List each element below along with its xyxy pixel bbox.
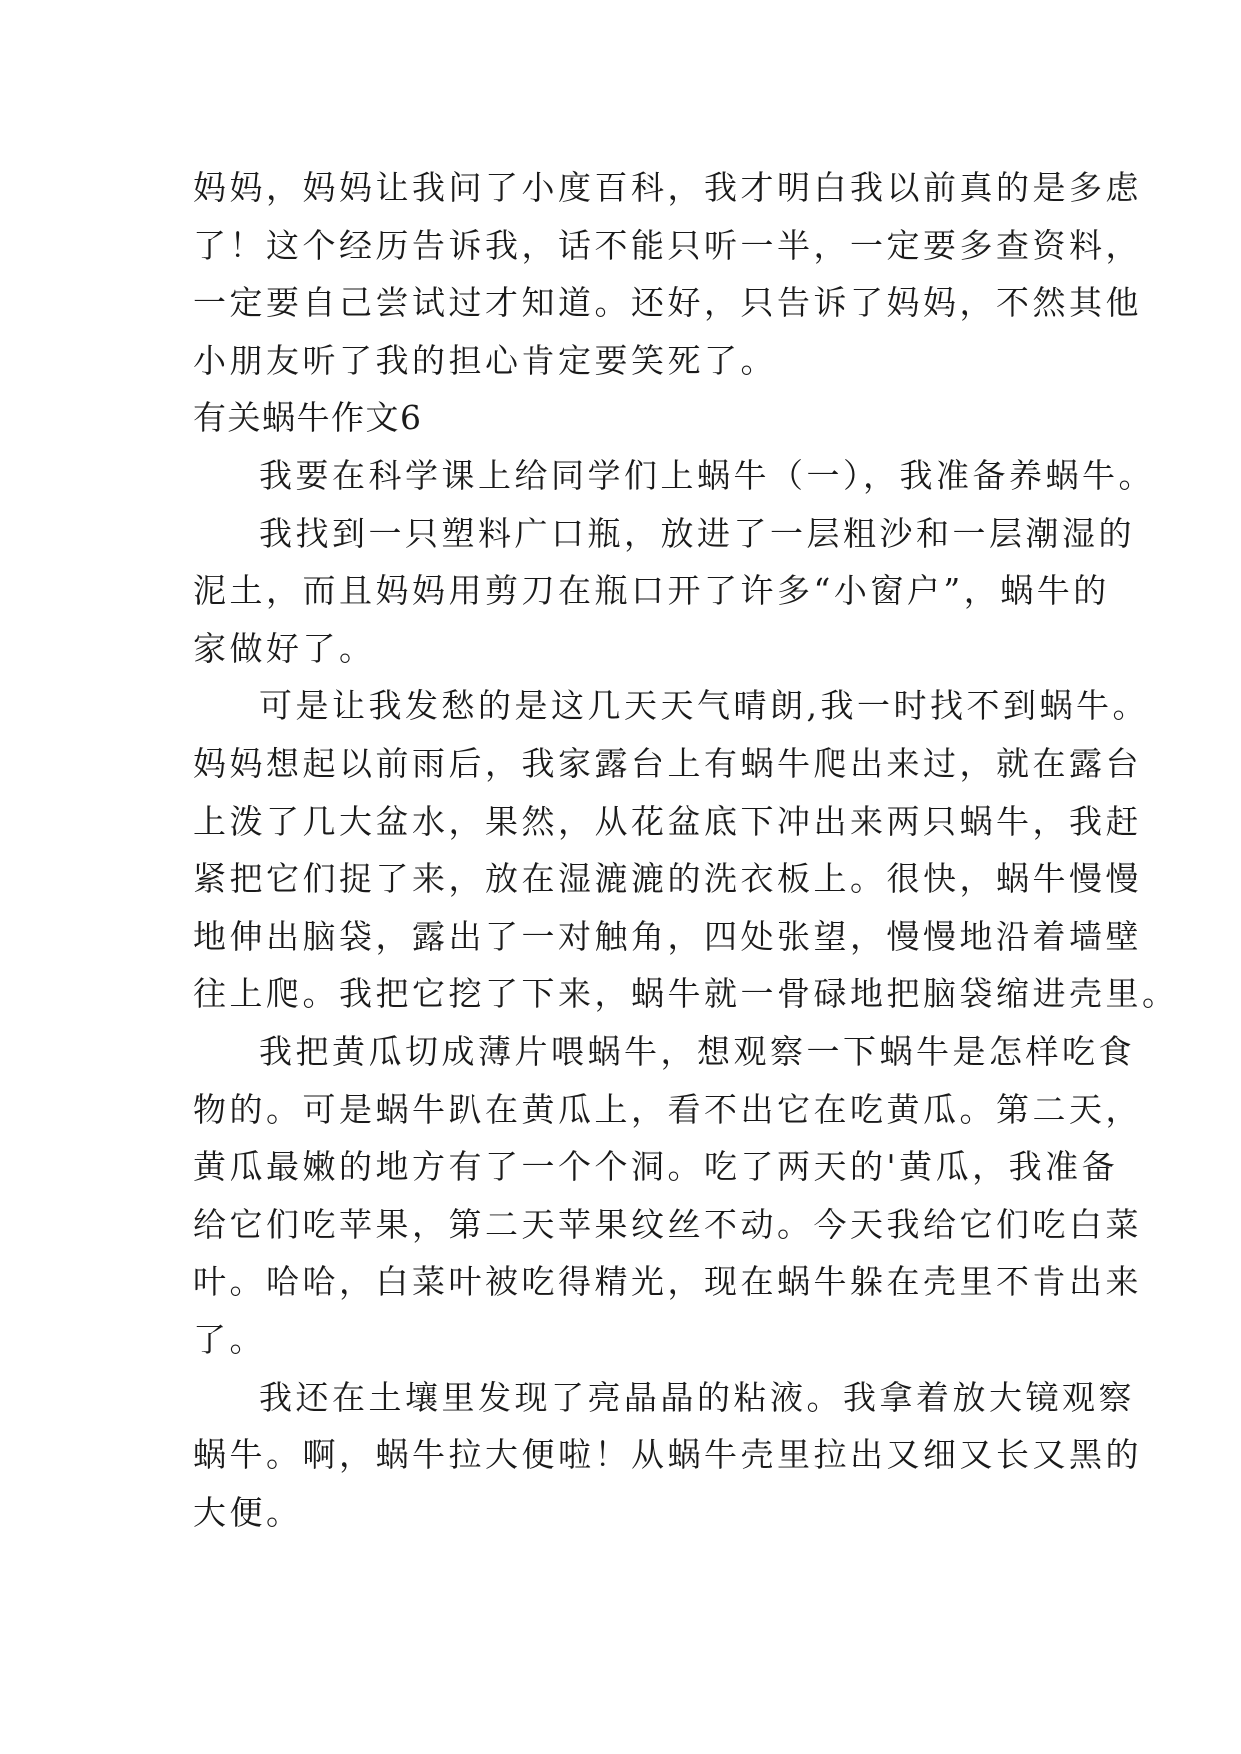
section-heading: 有关蜗牛作文6 — [193, 398, 423, 437]
paragraph-first-line: 我要在科学课上给同学们上蜗牛（一），我准备养蜗牛。 — [259, 456, 1155, 495]
paragraph-first-line: 可是让我发愁的是这几天天气晴朗,我一时找不到蜗牛。 — [259, 686, 1149, 725]
text-line: 地伸出脑袋，露出了一对触角，四处张望，慢慢地沿着墙壁 — [193, 917, 1142, 956]
paragraph-first-line: 我还在土壤里发现了亮晶晶的粘液。我拿着放大镜观察 — [259, 1378, 1135, 1417]
text-line: 一定要自己尝试过才知道。还好，只告诉了妈妈，不然其他 — [193, 283, 1142, 322]
text-line: 大便。 — [193, 1493, 303, 1532]
text-line: 物的。可是蜗牛趴在黄瓜上，看不出它在吃黄瓜。第二天， — [193, 1090, 1142, 1129]
text-line: 蜗牛。啊，蜗牛拉大便啦！从蜗牛壳里拉出又细又长又黑的 — [193, 1435, 1142, 1474]
text-line: 给它们吃苹果，第二天苹果纹丝不动。今天我给它们吃白菜 — [193, 1205, 1142, 1244]
paragraph-first-line: 我把黄瓜切成薄片喂蜗牛，想观察一下蜗牛是怎样吃食 — [259, 1032, 1135, 1071]
text-line: 往上爬。我把它挖了下来，蜗牛就一骨碌地把脑袋缩进壳里。 — [193, 974, 1179, 1013]
paragraph-first-line: 我找到一只塑料广口瓶，放进了一层粗沙和一层潮湿的 — [259, 514, 1135, 553]
text-line: 叶。哈哈，白菜叶被吃得精光，现在蜗牛躲在壳里不肯出来 — [193, 1262, 1142, 1301]
text-line: 泥土，而且妈妈用剪刀在瓶口开了许多“小窗户”，蜗牛的 — [193, 571, 1110, 610]
text-line: 了！这个经历告诉我，话不能只听一半，一定要多查资料， — [193, 226, 1142, 265]
text-line: 紧把它们捉了来，放在湿漉漉的洗衣板上。很快，蜗牛慢慢 — [193, 859, 1142, 898]
text-line: 家做好了。 — [193, 629, 376, 668]
text-line: 小朋友听了我的担心肯定要笑死了。 — [193, 341, 777, 380]
text-line: 了。 — [193, 1320, 266, 1359]
text-line: 妈妈，妈妈让我问了小度百科，我才明白我以前真的是多虑 — [193, 168, 1142, 207]
text-line: 妈妈想起以前雨后，我家露台上有蜗牛爬出来过，就在露台 — [193, 744, 1142, 783]
text-line: 黄瓜最嫩的地方有了一个个洞。吃了两天的'黄瓜，我准备 — [193, 1147, 1119, 1186]
text-line: 上泼了几大盆水，果然，从花盆底下冲出来两只蜗牛，我赶 — [193, 802, 1142, 841]
